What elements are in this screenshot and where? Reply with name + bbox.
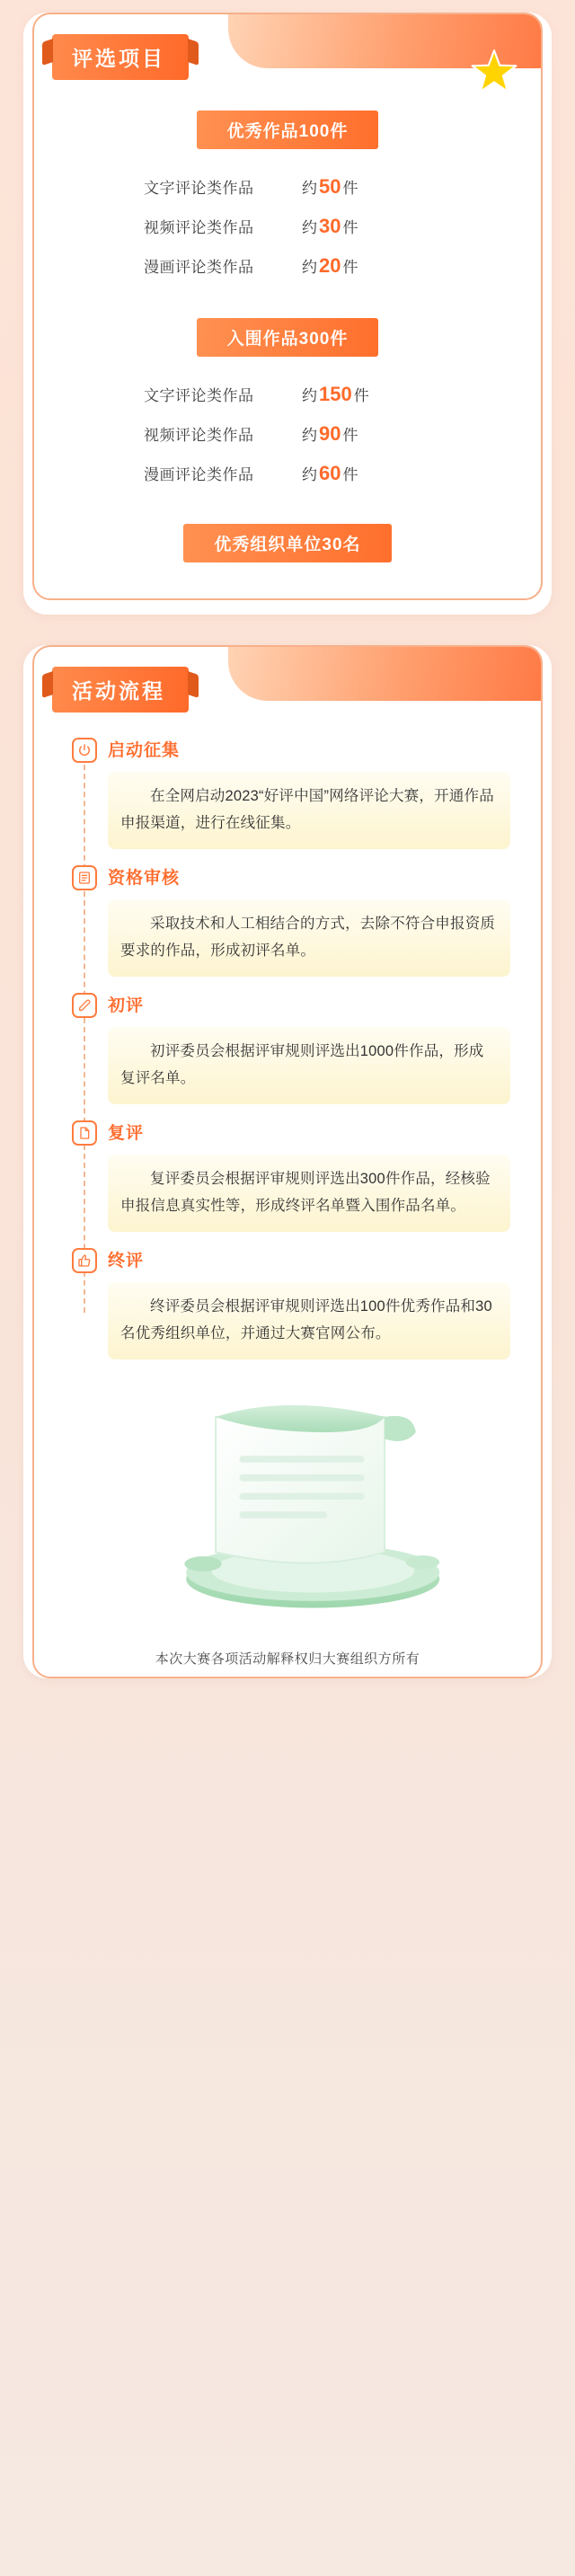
stat-approx: 约 bbox=[302, 387, 317, 404]
checklist-icon bbox=[72, 865, 97, 890]
stat-unit: 件 bbox=[342, 259, 358, 276]
thumbs-up-icon bbox=[72, 1248, 97, 1273]
stat-label: 文字评论类作品 bbox=[144, 180, 254, 197]
flow-step bbox=[72, 1248, 510, 1359]
stat-number: 60 bbox=[319, 462, 341, 484]
group-heading-excellent-organizations: 优秀组织单位30名 bbox=[183, 524, 391, 562]
footer-note: 本次大赛各项活动解释权归大赛组织方所有 bbox=[155, 1651, 420, 1667]
stat-row bbox=[144, 454, 431, 493]
stat-number: 20 bbox=[319, 254, 341, 277]
stat-number: 90 bbox=[319, 422, 341, 445]
flow-step bbox=[72, 993, 510, 1104]
stat-row bbox=[144, 207, 431, 246]
page-root bbox=[0, 13, 575, 1678]
star-icon bbox=[471, 49, 518, 95]
stat-list-shortlisted-works bbox=[144, 375, 431, 493]
stat-unit: 件 bbox=[342, 219, 358, 236]
group-heading-excellent-works: 优秀作品100件 bbox=[197, 111, 379, 149]
flow-step-text: 采取技术和人工相结合的方式，去除不符合申报资质要求的作品，形成初评名单。 bbox=[108, 899, 510, 977]
card-inner bbox=[32, 645, 543, 1678]
flow-step-text: 在全网启动2023“好评中国”网络评论大赛，开通作品申报渠道，进行在线征集。 bbox=[108, 772, 510, 849]
activity-flow-body bbox=[34, 713, 541, 1677]
stat-unit: 件 bbox=[342, 427, 358, 444]
stat-row bbox=[144, 375, 431, 414]
section-title-ribbon: 评选项目 bbox=[52, 34, 189, 80]
stat-unit: 件 bbox=[353, 387, 369, 404]
group-heading-wrap-2 bbox=[61, 524, 514, 562]
stat-label: 视频评论类作品 bbox=[144, 427, 254, 444]
flow-step bbox=[72, 865, 510, 977]
flow-step-text: 终评委员会根据评审规则评选出100件优秀作品和30名优秀组织单位，并通过大赛官网公布。 bbox=[108, 1282, 510, 1359]
stat-number: 50 bbox=[319, 175, 341, 198]
flow-steps bbox=[72, 738, 510, 1359]
flow-step-text: 复评委员会根据评审规则评选出300件作品，经核验申报信息真实性等，形成终评名单暨入围作品名单。 bbox=[108, 1155, 510, 1232]
flow-step-title: 启动征集 bbox=[108, 741, 181, 760]
flow-step bbox=[72, 738, 510, 849]
flow-step-title: 复评 bbox=[108, 1124, 145, 1143]
stat-label: 漫画评论类作品 bbox=[144, 466, 254, 483]
group-heading-wrap-0 bbox=[61, 111, 514, 149]
group-heading-shortlisted-works: 入围作品300件 bbox=[197, 318, 379, 357]
stat-approx: 约 bbox=[302, 427, 317, 444]
stat-row bbox=[144, 414, 431, 454]
pencil-icon bbox=[72, 993, 97, 1018]
flow-step-title: 资格审核 bbox=[108, 869, 181, 888]
stat-label: 文字评论类作品 bbox=[144, 387, 254, 404]
stat-unit: 件 bbox=[342, 180, 358, 197]
flow-step-title: 终评 bbox=[108, 1252, 145, 1270]
stat-number: 30 bbox=[319, 215, 341, 237]
scroll-document-illustration bbox=[34, 1376, 541, 1627]
group-heading-wrap-1 bbox=[61, 318, 514, 357]
spacer bbox=[61, 286, 514, 309]
stat-row bbox=[144, 167, 431, 207]
section-card-activity-flow bbox=[23, 645, 552, 1678]
stat-label: 漫画评论类作品 bbox=[144, 259, 254, 276]
flow-step-text: 初评委员会根据评审规则评选出1000件作品，形成复评名单。 bbox=[108, 1027, 510, 1104]
flow-step-title: 初评 bbox=[108, 996, 145, 1015]
stat-row bbox=[144, 246, 431, 286]
stat-unit: 件 bbox=[342, 466, 358, 483]
stat-approx: 约 bbox=[302, 180, 317, 197]
selection-items-body bbox=[34, 80, 541, 598]
card-top-accent bbox=[228, 645, 543, 701]
section-card-selection-items bbox=[23, 13, 552, 615]
flow-step bbox=[72, 1120, 510, 1232]
stat-approx: 约 bbox=[302, 219, 317, 236]
document-icon bbox=[72, 1120, 97, 1146]
stat-approx: 约 bbox=[302, 466, 317, 483]
illustration-svg bbox=[34, 1376, 541, 1627]
card-inner bbox=[32, 13, 543, 600]
power-icon bbox=[72, 738, 97, 763]
stat-label: 视频评论类作品 bbox=[144, 219, 254, 236]
section-title-ribbon: 活动流程 bbox=[52, 667, 189, 713]
stat-list-excellent-works bbox=[144, 167, 431, 286]
stat-approx: 约 bbox=[302, 259, 317, 276]
stat-number: 150 bbox=[319, 383, 352, 405]
